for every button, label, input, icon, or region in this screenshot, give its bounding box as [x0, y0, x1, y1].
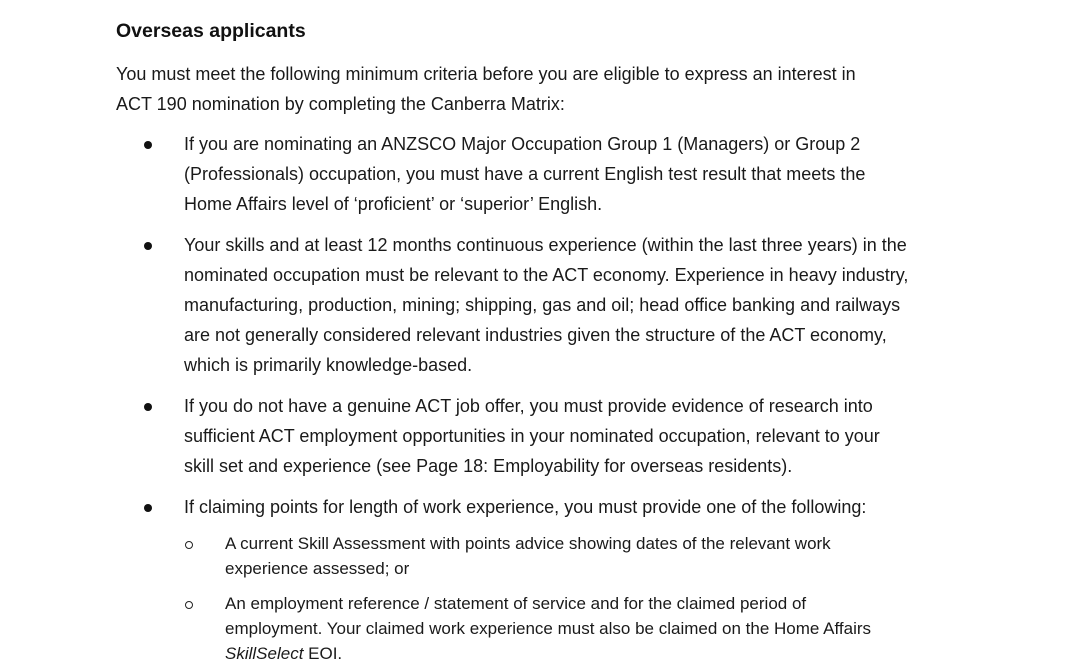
section-heading: Overseas applicants — [116, 20, 306, 42]
sub-bullet-line: A current Skill Assessment with points advice showing dates of the relevant work — [225, 534, 831, 553]
bullet-item — [184, 230, 984, 380]
bullet-icon — [144, 242, 152, 250]
bullet-line: are not generally considered relevant industries given the structure of the ACT economy, — [184, 325, 887, 345]
sub-bullet-icon — [185, 541, 193, 549]
sub-bullet-line: An employment reference / statement of service and for the claimed period of — [225, 594, 807, 613]
bullet-line: If you are nominating an ANZSCO Major Occupation Group 1 (Managers) or Group 2 — [184, 134, 861, 154]
sub-bullet-item — [225, 531, 985, 581]
bullet-line: sufficient ACT employment opportunities in your nominated occupation, relevant to your — [184, 426, 880, 446]
bullet-line: skill set and experience (see Page 18: Employability for overseas residents). — [184, 456, 793, 476]
bullet-line: manufacturing, production, mining; shipping, gas and oil; head office banking and railways — [184, 295, 901, 315]
bullet-icon — [144, 504, 152, 512]
sub-bullet-item — [225, 591, 985, 666]
skillselect-term: SkillSelect — [225, 644, 304, 663]
intro-line: You must meet the following minimum criteria before you are eligible to express an interest in — [116, 64, 856, 84]
bullet-icon — [144, 403, 152, 411]
bullet-line: (Professionals) occupation, you must have a current English test result that meets the — [184, 164, 866, 184]
bullet-line: nominated occupation must be relevant to the ACT economy. Experience in heavy industry, — [184, 265, 909, 285]
sub-bullet-line: experience assessed; or — [225, 559, 410, 578]
eoi-text: EOI. — [303, 644, 343, 663]
bullet-item — [184, 391, 984, 481]
bullet-line: Your skills and at least 12 months continuous experience (within the last three years) in the — [184, 235, 907, 255]
intro-line: ACT 190 nomination by completing the Canberra Matrix: — [116, 93, 565, 114]
bullet-line: If you do not have a genuine ACT job offer, you must provide evidence of research into — [184, 396, 873, 416]
bullet-item — [184, 129, 984, 219]
bullet-line: which is primarily knowledge-based. — [184, 355, 473, 375]
intro-paragraph — [116, 60, 976, 119]
sub-bullet-line: employment. Your claimed work experience must also be claimed on the Home Affairs — [225, 619, 872, 638]
sub-bullet-icon — [185, 601, 193, 609]
bullet-line: Home Affairs level of ‘proficient’ or ‘superior’ English. — [184, 194, 603, 214]
bullet-line: If claiming points for length of work experience, you must provide one of the following: — [184, 497, 867, 517]
sub-bullet-line — [225, 641, 985, 666]
bullet-icon — [144, 141, 152, 149]
bullet-item — [184, 492, 984, 522]
